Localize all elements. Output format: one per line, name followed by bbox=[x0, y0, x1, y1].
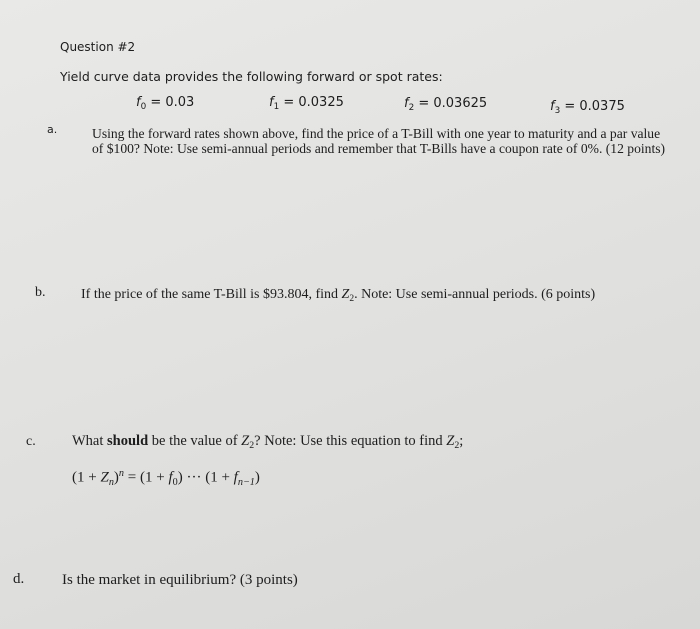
part-c-variable-2: Z bbox=[446, 433, 455, 449]
eq-r1-subscript: 0 bbox=[172, 476, 178, 488]
part-c-variable-subscript: 2 bbox=[249, 440, 255, 452]
rate-subscript: 0 bbox=[140, 101, 147, 112]
rate-symbol: f bbox=[550, 99, 555, 114]
part-c-text bbox=[72, 433, 463, 451]
question-title: Question #2 bbox=[60, 40, 136, 54]
eq-r1-close: ) bbox=[177, 469, 183, 486]
rate-subscript: 3 bbox=[554, 105, 561, 116]
rate-value: 0.03625 bbox=[433, 96, 488, 111]
eq-r2-close: ) bbox=[254, 469, 260, 486]
part-c-post: ? Note: Use this equation to find bbox=[254, 433, 447, 449]
eq-lhs-variable: Z bbox=[100, 469, 109, 486]
part-b-text bbox=[81, 287, 595, 304]
rate-value: 0.0375 bbox=[579, 99, 625, 114]
part-c-mid: be the value of bbox=[148, 433, 242, 449]
eq-lhs-open: (1 + bbox=[72, 469, 101, 486]
eq-equals: = bbox=[124, 469, 140, 486]
intro-text: Yield curve data provides the following forward or spot rates: bbox=[60, 69, 443, 84]
rate-subscript: 2 bbox=[408, 102, 415, 113]
eq-r1-open: (1 + bbox=[139, 469, 169, 486]
eq-lhs-exponent: n bbox=[118, 468, 124, 479]
rate-value: 0.0325 bbox=[298, 95, 344, 110]
part-b-variable-subscript: 2 bbox=[349, 294, 355, 305]
rate-f1 bbox=[269, 95, 344, 112]
part-d-text: Is the market in equilibrium? (3 points) bbox=[62, 572, 298, 588]
rate-equals: = bbox=[146, 95, 166, 110]
eq-lhs-subscript: n bbox=[108, 476, 114, 488]
part-a-label: a. bbox=[47, 123, 58, 136]
part-c-variable-2-subscript: 2 bbox=[454, 440, 460, 452]
part-c-label: c. bbox=[26, 434, 36, 449]
part-d-label: d. bbox=[13, 571, 25, 587]
eq-r2-open: (1 + bbox=[205, 469, 234, 486]
rate-value: 0.03 bbox=[165, 95, 195, 110]
rate-f3 bbox=[550, 99, 625, 116]
part-c-variable: Z bbox=[241, 433, 250, 449]
rate-f0 bbox=[136, 95, 194, 112]
rate-symbol: f bbox=[136, 95, 141, 110]
part-c-end: ; bbox=[459, 433, 464, 449]
rate-equals: = bbox=[560, 99, 580, 114]
eq-dots: ··· bbox=[182, 469, 206, 486]
rate-equals: = bbox=[279, 95, 299, 110]
part-b-label: b. bbox=[35, 285, 46, 300]
eq-r2-subscript: n−1 bbox=[237, 476, 255, 488]
rate-symbol: f bbox=[269, 95, 274, 110]
rate-equals: = bbox=[414, 96, 434, 111]
rate-f2 bbox=[404, 96, 487, 113]
part-c-bold: should bbox=[107, 433, 149, 449]
part-c-pre: What bbox=[72, 433, 108, 449]
part-b-text-post: . Note: Use semi-annual periods. (6 points) bbox=[354, 287, 596, 302]
part-b-variable: Z bbox=[341, 287, 350, 302]
part-c-equation bbox=[72, 468, 260, 488]
eq-lhs-close: ) bbox=[113, 469, 119, 486]
rate-symbol: f bbox=[404, 96, 409, 111]
rate-subscript: 1 bbox=[273, 101, 280, 112]
part-b-text-pre: If the price of the same T-Bill is $93.804, find bbox=[81, 287, 342, 302]
eq-r1-variable: f bbox=[168, 469, 173, 486]
eq-r2-variable: f bbox=[233, 469, 238, 486]
part-a-text: Using the forward rates shown above, find the price of a T-Bill with one year to maturity and a par value of $100? Note: Use semi-annual periods and remember that T-Bills have a coupon rate of 0%. (12 points) bbox=[92, 126, 666, 156]
